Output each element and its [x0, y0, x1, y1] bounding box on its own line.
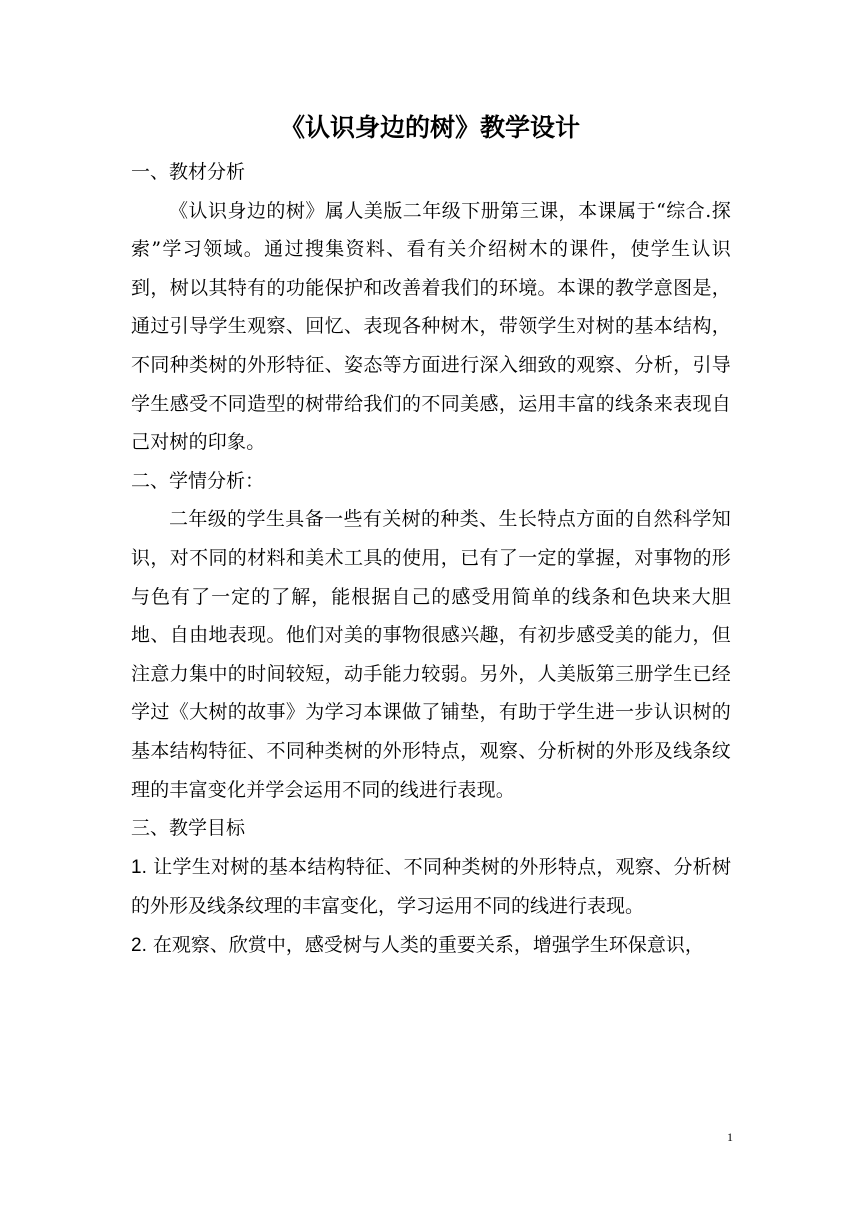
paragraph-textbook-analysis: 《认识身边的树》属人美版二年级下册第三课，本课属于“综合.探索”学习领域。通过搜集资料、看有关介绍树木的课件，使学生认识到，树以其特有的功能保护和改善着我们的环境。本课的教学意图是，通过引导学生观察、回忆、表现各种树木，带领学生对树的基本结构，不同种类树的外形特征、姿态等方面进行深入细致的观察、分析，引导学生感受不同造型的树带给我们的不同美感，运用丰富的线条来表现自己对树的印象。: [131, 199, 731, 454]
goal-number-2: 2.: [131, 934, 147, 956]
goal-item-1: [131, 848, 731, 926]
goal-item-2: [131, 926, 731, 966]
goal-number-1: 1.: [131, 856, 147, 878]
paragraph-student-analysis: 二年级的学生具备一些有关树的种类、生长特点方面的自然科学知识，对不同的材料和美术工具的使用，已有了一定的掌握，对事物的形与色有了一定的了解，能根据自己的感受用简单的线条和色块来大胆地、自由地表现。他们对美的事物很感兴趣，有初步感受美的能力，但注意力集中的时间较短，动手能力较弱。另外，人美版第三册学生已经学过《大树的故事》为学习本课做了铺垫，有助于学生进一步认识树的基本结构特征、不同种类树的外形特点，观察、分析树的外形及线条纹理的丰富变化并学会运用不同的线进行表现。: [131, 508, 731, 801]
section-heading-textbook-analysis: 一、教材分析: [131, 161, 246, 183]
page-number: 1: [727, 1130, 733, 1144]
section-heading-student-analysis: 二、学情分析：: [131, 469, 265, 492]
section-heading-teaching-goals: 三、教学目标: [131, 817, 246, 840]
document-title: 《认识身边的树》教学设计: [279, 113, 580, 142]
goal-text-2: 在观察、欣赏中，感受树与人类的重要关系，增强学生环保意识，: [152, 933, 704, 956]
document-body: [131, 153, 731, 965]
goal-text-1: 让学生对树的基本结构特征、不同种类树的外形特点，观察、分析树的外形及线条纹理的丰富变化，学习运用不同的线进行表现。: [131, 855, 731, 918]
